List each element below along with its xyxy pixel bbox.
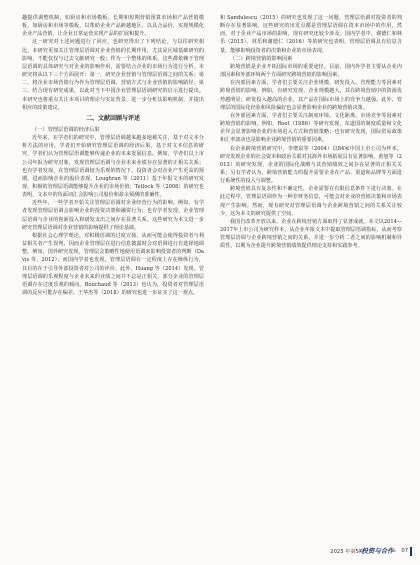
body-paragraph: 趣提供调整机制，如厨房和市场模板、长期和短期营销预算市场和产品营销模板，如厨房和市场等模板，以帮助企业产品跨越地区，以具合品价，实现规模化企业产品营销，让企业日常运营实现产品的扩展和提升。 [22,15,204,38]
subsection-heading: （二）跨境营销的影响因素 [230,55,293,62]
body-paragraph: 我国自改革开放以来，企业在跨境营销方面取得了显著成就。本文以2014—2017年上市公司为研究样本，从企业年报文本中提取管理层语调指标，从而考察管理层语调与企业跨境营销之间的关系，并进一步分析二者之间的影响机制和异质性，以期为企业提升跨境营销绩效提供理论支持和实践参考。 [220,218,402,250]
body-paragraph: 跨境营销具有复杂性和不确定性，企业需要在有限信息条件下进行决策。在此过程中，管理层语调作为一种非财务信息，可能会对企业的营销决策和市场表现产生影响。然而，现有研究对管理层语调与企业跨境营销之间的关系关注较少，这为本文的研究提供了空间。 [220,186,402,217]
right-column [220,14,402,251]
body-paragraph: 跨境营销是企业开拓国际市场的重要途径。目前，国内外学者主要从企业内部因素和外部环境两个方面研究跨境营销的影响因素。 [220,63,402,79]
body-paragraph: 和 Sandulescu（2015）的研究也发现了这一问题，管理层语调对投资者的判断存在显著影响。这些研究的出发点都是管理层语调在资本市场中的作用，然而，对于企业产品市场的影响，现有研究还较少涉及。国内学者中，谢德仁和林乐（2015）、林乐和谢德仁（2016）等的研究也表明，管理层语调具有信息含量，能够影响投资者的决策和企业的市场表现。 [220,15,402,54]
page-number: 07 [401,548,408,554]
body-paragraph: 这一研究对上述问题进行了回应，也研究得出了下列结论。与以往研究相比，本研究更加关注管理层语调对企业营销的长期作用，尤其是区域基础研究的影响，不能仅仅与过去文献研究一般；作为一个整体的体系，这些都依赖于管理层语调的具体研究与对企业的影响作用，需要结合企业的市场行为进行分析。本研究将从以下三个方面展开：第一，研究企业营销与管理层语调之间的关系；第二，将企业市场营销行为作为管理层语调、营销方式与企业营销的影响路径；第三，结合现有研究成果，以此对当下中国企业管理层语调研究的启示进行提出。本研究也将重点关注本项目的理论与实证背景，进一步分析其影响机制，并提出相应的政策建议。 [22,39,204,111]
subsection-heading: （一）管理层语调的经济后果 [32,126,100,133]
body-paragraph: 在企业跨境营销研究中，李增泉等（2004）以84家中国上市公司为样本，研究发现企业的社会资本和政治关联对其海外市场拓展具有显著影响。黄旭等（2013）的研究发现，企业的国际化战略与其营销绩效之间存在显著的正相关关系；另有学者认为，跨境营销能力的提升需要企业在产品、渠道和品牌等方面进行系统性的投入与调整。 [220,145,402,185]
body-paragraph: 根据社会心理学理论，对积极语调的过度宣扬，从而可能会使得投资者与利益相关者产生误判，因而企业管理层在进行信息披露时会对语调进行有选择地调整。例如，国外研究发现，管理层会策略性地使用语调来影响投资者的判断（Davis 等，2012）；而国内学者也发现，管理层语调在一定程度上存在操纵行为，其目的在于引导外部投资者对公司的评价。此外，Huang 等（2014）发现，管理层语调的乐观程度与企业未来的业绩之间并不总是正相关，部分企业的管理层语调存在过度乐观的倾向。Bouchaud 等（2013）也认为，投资者对管理层语调的反应可能存在偏差。王华杰等（2018）的研究也进一步证实了这一观点。 [22,232,204,297]
left-column [22,14,204,297]
journal-name: ·投资与合作· [359,547,396,555]
page-footer [0,547,420,557]
body-paragraph: 在外部因素方面，学者们主要关注制度环境、文化距离、市场竞争等因素对跨境营销的影响。例如，Root（1986）等研究发现，东道国的制度质量和文化差异会显著影响企业的市场进入方式和营销策略；也有研究发现，国际贸易政策和汇率波动也是影响企业跨境营销的重要因素。 [220,112,402,144]
body-paragraph: 近年来，在学者们的研究中，管理层语调越来越多地被关注，基于对文本分析方法的应用，学者们开始研究管理层语调的经济后果。基于对文本信息的研究，学者们认为管理层语调能够传递企业的未来发展信息。例如，学者们以上市公司年报为研究对象，发现管理层语调与企业未来业绩存在显著的正相关关系；也有学者发现，在管理层语调较为乐观的情况下，投资者会对企业产生更高的预期，进而影响企业的股价表现。Loughran 等（2011）基于年报文本的研究发现，积极的管理层语调能够提升企业的市场价值；Tetlock 等（2008）的研究也表明，文本中的负面词汇会影响公司股价和盈余预测的准确性。 [22,135,204,199]
body-paragraph: 近些年，一些学者开始关注管理层语调对企业经营行为的影响。例如，有学者发现管理层语调会影响企业的投资决策和融资行为；也有学者发现，企业管理层语调与企业的创新投入和研发支出之间存在显著关系。这些研究为本文进一步研究管理层语调对企业营销的影响提供了理论基础。 [22,200,204,231]
body-paragraph: 在内部因素方面，学者们主要关注企业规模、研发投入、管理能力等因素对跨境营销的影响。例如，有研究发现，企业规模越大，其在跨境营销中的资源优势越明显；研发投入越高的企业，其产品在国际市场上的竞争力越强。此外，管理层的国际化经验和风险偏好也会显著影响企业的跨境营销决策。 [220,80,402,111]
section-heading: 二、文献回顾与评述 [85,114,140,122]
paper-page [22,14,402,544]
footer-bar [410,547,412,556]
issue-label: 2023 年第5期 [330,549,364,555]
